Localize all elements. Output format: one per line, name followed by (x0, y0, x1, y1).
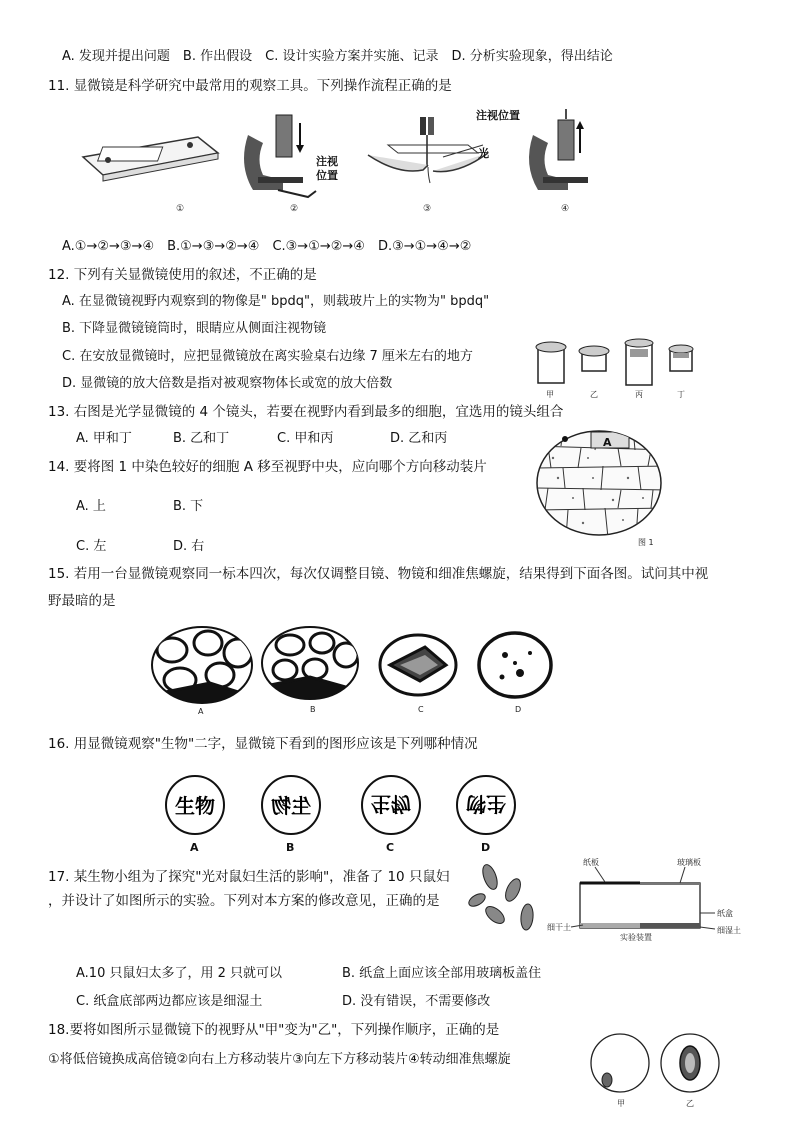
lens-label-ding: 丁 (677, 390, 685, 399)
q17-option-b: B. 纸盒上面应该全部用玻璃板盖住 (342, 966, 542, 981)
fig-num-4: ④ (561, 203, 570, 213)
q13-option-c: C. 甲和丙 (277, 431, 334, 446)
q12-option-b: B. 下降显微镜镜筒时，眼睛应从侧面注视物镜 (62, 321, 327, 336)
q17-stem-line2: ，并设计了如图所示的实验。下列对本方案的修改意见，正确的是 (48, 893, 440, 909)
q15-label-d: D (515, 705, 522, 714)
q16-text-d: 生物 (466, 792, 506, 816)
q16-circle-b (262, 776, 320, 834)
q16-figure (160, 775, 520, 855)
fig-gaze-pos-label: 注视位置 (476, 109, 520, 122)
q18-stem: 18.要将如图所示显微镜下的视野从"甲"变为"乙"，下列操作顺序，正确的是 (48, 1022, 500, 1038)
q18-view-jia (591, 1034, 649, 1092)
fig-label-wet-soil: 细湿土 (717, 926, 741, 935)
lens-yi (579, 346, 609, 371)
q15-view-c (380, 635, 456, 695)
q12-option-a: A. 在显微镜视野内观察到的物像是" bpdq"，则载玻片上的实物为" bpdq" (62, 294, 490, 309)
fig-label-dry-soil: 细干土 (547, 923, 571, 932)
q16-label-b: B (286, 841, 295, 854)
q14-option-b: B. 下 (173, 499, 204, 514)
q14-option-d: D. 右 (173, 539, 205, 554)
fig-label-device: 实验装置 (620, 933, 652, 942)
q16-text-c: 生物 (371, 792, 411, 816)
q17-option-c: C. 纸盒底部两边都应该是细湿土 (76, 994, 263, 1009)
q12-stem: 12. 下列有关显微镜使用的叙述，不正确的是 (48, 267, 317, 283)
q16-text-a: 生物 (175, 794, 215, 818)
fig1-cells (533, 428, 668, 550)
q18-view-yi (661, 1034, 719, 1092)
lens-jia (536, 342, 566, 383)
q18-label-yi: 乙 (686, 1099, 694, 1108)
q17-option-a: A.10 只鼠妇太多了，用 2 只就可以 (76, 966, 283, 981)
q15-label-c: C (418, 705, 424, 714)
q16-circle-c (362, 776, 420, 834)
q15-view-a (150, 627, 254, 715)
q15-stem-line2: 野最暗的是 (48, 593, 116, 609)
lens-ding (669, 345, 693, 371)
lens-label-jia: 甲 (546, 390, 554, 399)
q15-stem-line1: 15. 若用一台显微镜观察同一标本四次，每次仅调整目镜、物镜和细准焦螺旋，结果得到下面各图。试问其中视 (48, 566, 709, 582)
q15-label-a: A (198, 707, 204, 716)
q12-option-d: D. 显微镜的放大倍数是指对被观察物体长或宽的放大倍数 (62, 376, 393, 391)
q15-view-d (479, 633, 551, 697)
q16-text-b: 生物 (271, 794, 311, 818)
q15-figure (150, 625, 555, 717)
q18-label-jia: 甲 (617, 1099, 625, 1108)
lens-figure (530, 335, 695, 405)
q16-stem: 16. 用显微镜观察"生物"二字，显微镜下看到的图形应该是下列哪种情况 (48, 736, 478, 752)
lens-bing (625, 339, 653, 385)
q13-stem: 13. 右图是光学显微镜的 4 个镜头，若要在视野内看到最多的细胞，宜选用的镜头组合 (48, 404, 564, 420)
q13-option-b: B. 乙和丁 (173, 431, 230, 446)
fig1-caption: 图 1 (638, 538, 654, 547)
fig-step1-slide (83, 137, 218, 181)
q17-figure (465, 855, 750, 945)
q18-steps: ①将低倍镜换成高倍镜②向右上方移动装片③向左下方移动装片④转动细准焦螺旋 (48, 1052, 511, 1067)
q14-stem: 14. 要将图 1 中染色较好的细胞 A 移至视野中央，应向哪个方向移动装片 (48, 459, 487, 475)
q15-view-b (260, 627, 360, 705)
fig-light-label: 光 (478, 147, 489, 160)
q12-option-c: C. 在安放显微镜时，应把显微镜放在离实验桌右边缘 7 厘米左右的地方 (62, 349, 473, 364)
q13-option-d: D. 乙和丙 (390, 431, 448, 446)
q13-option-a: A. 甲和丁 (76, 431, 132, 446)
q15-label-b: B (310, 705, 316, 714)
q14-option-c: C. 左 (76, 539, 107, 554)
q16-label-c: C (386, 841, 395, 854)
experiment-apparatus (571, 867, 715, 929)
q16-circle-d (457, 776, 515, 834)
fig-step4-raise-tube (529, 109, 588, 190)
lens-label-yi: 乙 (590, 390, 598, 399)
q16-label-d: D (481, 841, 491, 854)
q16-label-a: A (190, 841, 199, 854)
q16-circle-a (166, 776, 224, 834)
fig-num-3: ③ (423, 203, 432, 213)
q10-options: A. 发现并提出问题 B. 作出假设 C. 设计实验方案并实施、记录 D. 分析实验现象，得出结论 (62, 49, 613, 64)
q14-option-a: A. 上 (76, 499, 106, 514)
fig-pos-label: 位置 (316, 169, 338, 182)
q17-option-d: D. 没有错误，不需要修改 (342, 994, 491, 1009)
q18-figure (588, 1030, 728, 1112)
fig-gaze-label: 注视 (316, 155, 338, 168)
fig-label-paper-box: 纸盒 (717, 909, 733, 918)
woodlice-illustration (467, 863, 534, 931)
q17-stem-line1: 17. 某生物小组为了探究"光对鼠妇生活的影响"，准备了 10 只鼠妇 (48, 869, 450, 885)
fig-num-2: ② (290, 203, 299, 213)
q11-figure (78, 105, 638, 217)
fig1-cell-a-label: A (603, 436, 612, 449)
lens-label-bing: 丙 (635, 390, 643, 399)
q11-options: A.①→②→③→④ B.①→③→②→④ C.③→①→②→④ D.③→①→④→② (62, 239, 472, 254)
fig-label-paper-board: 纸板 (583, 858, 599, 867)
fig-step3-hands-slide (368, 117, 488, 183)
fig-step2-lower-tube (244, 115, 316, 197)
q11-stem: 11. 显微镜是科学研究中最常用的观察工具。下列操作流程正确的是 (48, 78, 452, 94)
fig-label-glass-plate: 玻璃板 (677, 858, 701, 867)
fig-num-1: ① (176, 203, 185, 213)
